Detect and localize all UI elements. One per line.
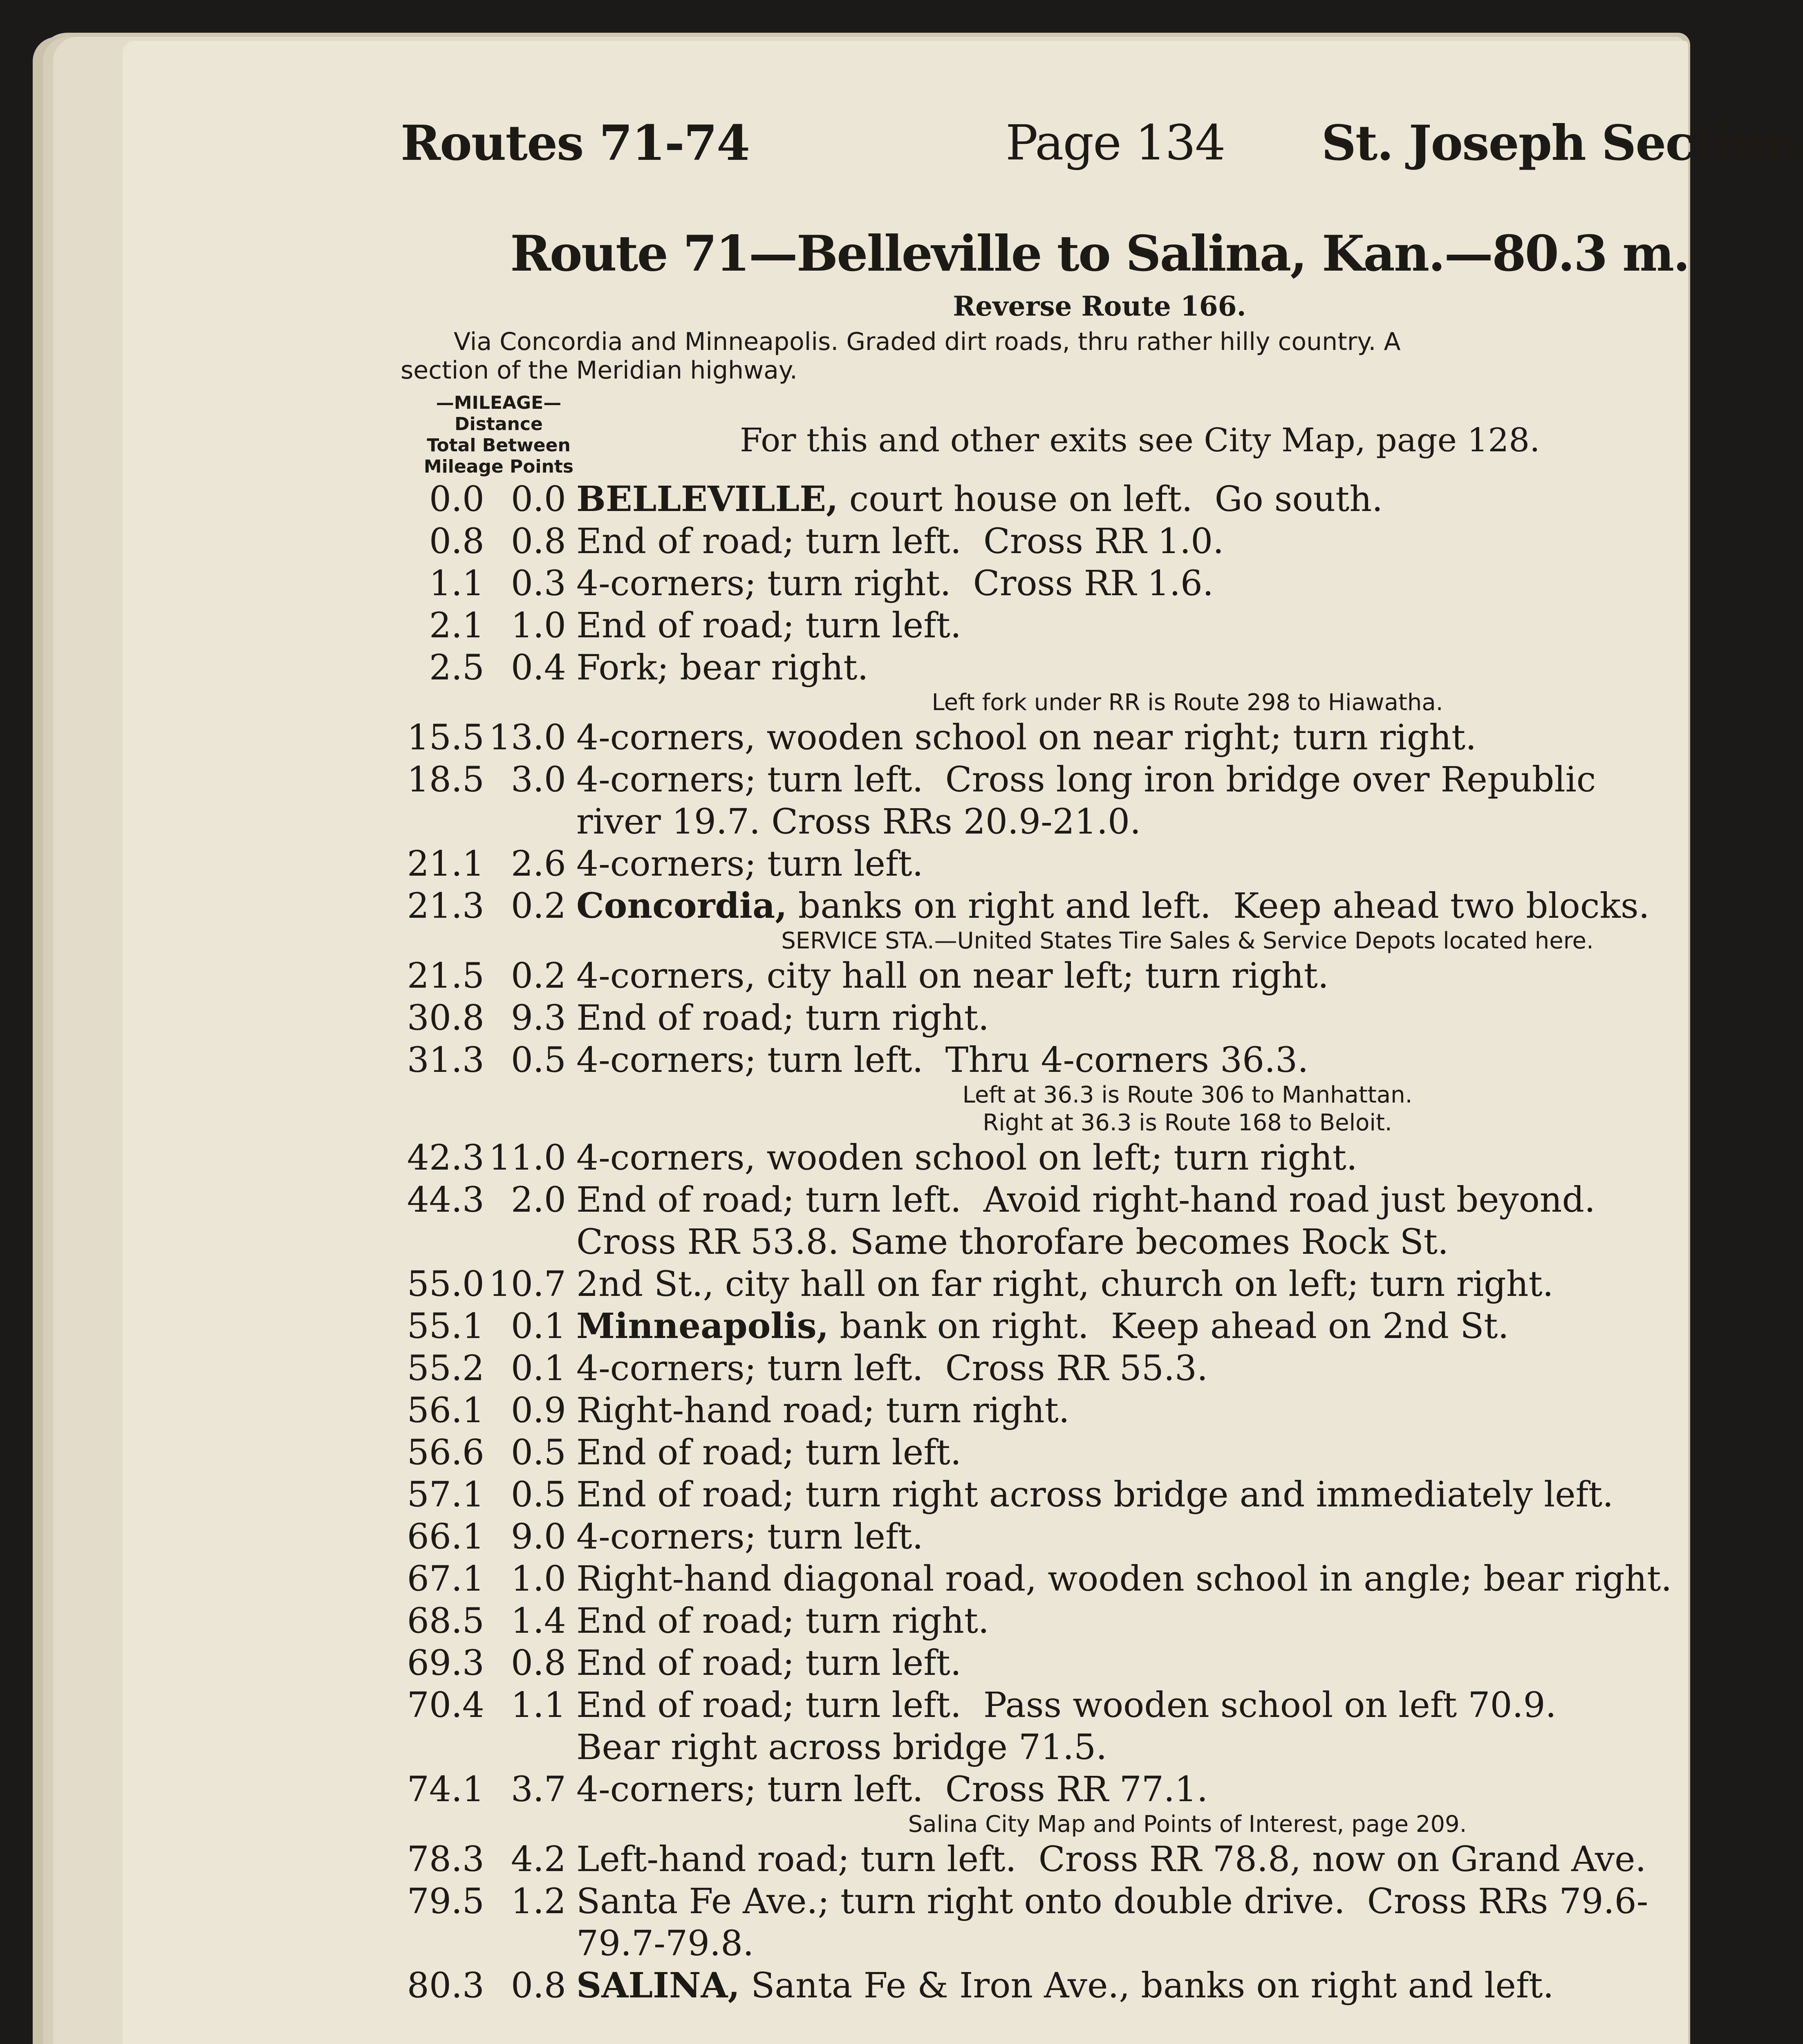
direction-text bbox=[576, 1643, 961, 1683]
direction-text bbox=[576, 760, 1596, 800]
direction-instruction: court house on left. Go south. bbox=[838, 479, 1383, 520]
direction-row bbox=[401, 520, 1799, 563]
direction-row bbox=[401, 1137, 1799, 1179]
direction-row bbox=[401, 563, 1799, 605]
distance-between-points: 3.7 bbox=[511, 1769, 566, 1810]
route71-mileage-header bbox=[401, 392, 597, 477]
total-mileage: 2.1 bbox=[429, 605, 484, 646]
direction-text bbox=[576, 479, 1383, 520]
direction-instruction: End of road; turn left. bbox=[576, 1643, 961, 1683]
direction-row bbox=[401, 1305, 1799, 1347]
total-mileage: 56.1 bbox=[407, 1390, 484, 1431]
total-mileage: 0.0 bbox=[429, 479, 484, 520]
place-name: SALINA, bbox=[576, 1965, 740, 2006]
direction-text bbox=[576, 998, 989, 1038]
direction-instruction: Left-hand road; turn left. Cross RR 78.8, now on Grand Ave. bbox=[576, 1839, 1646, 1880]
distance-between-points: 2.6 bbox=[511, 844, 566, 884]
direction-instruction: 4-corners; turn left. Cross RR 77.1. bbox=[576, 1769, 1208, 1810]
total-mileage: 21.3 bbox=[407, 886, 484, 926]
direction-row bbox=[401, 1642, 1799, 1684]
total-mileage: 78.3 bbox=[407, 1839, 484, 1880]
running-header bbox=[401, 114, 1799, 188]
direction-row bbox=[401, 605, 1799, 647]
direction-text bbox=[576, 1138, 1357, 1178]
distance-between-points: 10.7 bbox=[488, 1264, 566, 1304]
distance-between-points: 1.1 bbox=[511, 1685, 566, 1726]
direction-instruction: Fork; bear right. bbox=[576, 648, 869, 688]
total-mileage: 68.5 bbox=[407, 1601, 484, 1641]
direction-continuation: Bear right across bridge 71.5. bbox=[576, 1727, 1107, 1768]
total-mileage: 57.1 bbox=[407, 1475, 484, 1515]
direction-text bbox=[576, 1306, 1509, 1347]
distance-between-points: 13.0 bbox=[488, 717, 566, 758]
route71-see-map: For this and other exits see City Map, page 128. bbox=[740, 421, 1540, 459]
total-mileage: 80.3 bbox=[407, 1966, 484, 2006]
direction-text bbox=[576, 1040, 1308, 1080]
mileage-mileage-points: Mileage Points bbox=[423, 456, 574, 477]
direction-row bbox=[401, 1965, 1799, 2007]
direction-instruction: 4-corners; turn left. bbox=[576, 1517, 923, 1557]
direction-text bbox=[576, 1966, 1554, 2006]
distance-between-points: 4.2 bbox=[511, 1839, 566, 1880]
total-mileage: 18.5 bbox=[407, 760, 484, 800]
route71-via-line2: section of the Meridian highway. bbox=[401, 356, 797, 385]
place-name: BELLEVILLE, bbox=[576, 479, 838, 520]
total-mileage: 30.8 bbox=[407, 998, 484, 1038]
direction-text bbox=[576, 886, 1650, 926]
direction-row bbox=[401, 1432, 1799, 1474]
total-mileage: 70.4 bbox=[407, 1685, 484, 1726]
direction-row bbox=[401, 1263, 1799, 1305]
direction-text bbox=[576, 1839, 1646, 1880]
direction-row bbox=[401, 1474, 1799, 1516]
page bbox=[123, 41, 1799, 2044]
direction-instruction: Right-hand road; turn right. bbox=[576, 1390, 1070, 1431]
total-mileage: 2.5 bbox=[429, 648, 484, 688]
distance-between-points: 0.5 bbox=[511, 1475, 566, 1515]
direction-instruction: Santa Fe Ave.; turn right onto double drive. Cross RRs 79.6- bbox=[576, 1881, 1648, 1922]
distance-between-points: 1.4 bbox=[511, 1601, 566, 1641]
direction-text bbox=[576, 844, 923, 884]
direction-text bbox=[576, 1390, 1070, 1431]
direction-instruction: End of road; turn left. bbox=[576, 1432, 961, 1473]
distance-between-points: 0.0 bbox=[511, 479, 566, 520]
direction-instruction: End of road; turn left. Cross RR 1.0. bbox=[576, 521, 1224, 562]
total-mileage: 0.8 bbox=[429, 521, 484, 562]
distance-between-points: 0.4 bbox=[511, 648, 566, 688]
direction-instruction: End of road; turn left. bbox=[576, 605, 961, 646]
total-mileage: 67.1 bbox=[407, 1559, 484, 1599]
direction-text bbox=[576, 1517, 923, 1557]
direction-instruction: 4-corners, wooden school on left; turn right. bbox=[576, 1138, 1357, 1178]
total-mileage: 55.1 bbox=[407, 1306, 484, 1347]
route71-directions bbox=[401, 478, 1799, 2007]
header-routes: Routes 71-74 bbox=[401, 114, 750, 171]
direction-row bbox=[401, 1880, 1799, 1923]
direction-instruction: 4-corners; turn left. Cross long iron bridge over Republic bbox=[576, 760, 1596, 800]
total-mileage: 55.2 bbox=[407, 1348, 484, 1389]
direction-row bbox=[401, 1390, 1799, 1432]
route-note: Left at 36.3 is Route 306 to Manhattan. bbox=[962, 1082, 1413, 1108]
direction-row bbox=[401, 759, 1799, 801]
direction-instruction: 4-corners; turn right. Cross RR 1.6. bbox=[576, 563, 1214, 604]
direction-instruction: 4-corners; turn left. bbox=[576, 844, 923, 884]
direction-row bbox=[401, 1179, 1799, 1221]
total-mileage: 21.1 bbox=[407, 844, 484, 884]
direction-instruction: End of road; turn right. bbox=[576, 1601, 989, 1641]
distance-between-points: 2.0 bbox=[511, 1180, 566, 1220]
distance-between-points: 0.5 bbox=[511, 1040, 566, 1080]
total-mileage: 69.3 bbox=[407, 1643, 484, 1683]
direction-instruction: Right-hand diagonal road, wooden school in angle; bear right. bbox=[576, 1559, 1672, 1599]
direction-row bbox=[401, 843, 1799, 885]
total-mileage: 74.1 bbox=[407, 1769, 484, 1810]
distance-between-points: 0.2 bbox=[511, 886, 566, 926]
place-name: Minneapolis, bbox=[576, 1306, 829, 1347]
direction-text bbox=[576, 563, 1214, 604]
direction-row bbox=[401, 1347, 1799, 1390]
direction-row bbox=[401, 717, 1799, 759]
header-page-number: Page 134 bbox=[1006, 114, 1225, 171]
direction-row bbox=[401, 1039, 1799, 1081]
distance-between-points: 0.1 bbox=[511, 1306, 566, 1347]
route71-via-line1: Via Concordia and Minneapolis. Graded dirt roads, thru rather hilly country. A bbox=[454, 327, 1401, 356]
direction-row bbox=[401, 955, 1799, 997]
direction-text bbox=[576, 1685, 1557, 1726]
total-mileage: 21.5 bbox=[407, 956, 484, 996]
distance-between-points: 11.0 bbox=[488, 1138, 566, 1178]
direction-text bbox=[576, 956, 1329, 996]
direction-text bbox=[576, 717, 1476, 758]
distance-between-points: 0.8 bbox=[511, 1643, 566, 1683]
direction-instruction: 2nd St., city hall on far right, church on left; turn right. bbox=[576, 1264, 1554, 1304]
direction-text bbox=[576, 1601, 989, 1641]
direction-text bbox=[576, 521, 1224, 562]
direction-continuation: river 19.7. Cross RRs 20.9-21.0. bbox=[576, 802, 1141, 842]
total-mileage: 42.3 bbox=[407, 1138, 484, 1178]
direction-row bbox=[401, 1768, 1799, 1811]
direction-text bbox=[576, 1475, 1613, 1515]
distance-between-points: 9.3 bbox=[511, 998, 566, 1038]
direction-instruction: End of road; turn right across bridge and immediately left. bbox=[576, 1475, 1614, 1515]
direction-continuation: 79.7-79.8. bbox=[576, 1923, 754, 1964]
total-mileage: 66.1 bbox=[407, 1517, 484, 1557]
direction-instruction: End of road; turn right. bbox=[576, 998, 989, 1038]
route71-reverse: Reverse Route 166. bbox=[953, 290, 1246, 322]
distance-between-points: 0.8 bbox=[511, 1966, 566, 2006]
direction-text bbox=[576, 1559, 1672, 1599]
total-mileage: 55.0 bbox=[407, 1264, 484, 1304]
direction-instruction: 4-corners; turn left. Thru 4-corners 36.3. bbox=[576, 1040, 1309, 1080]
total-mileage: 1.1 bbox=[429, 563, 484, 604]
route-note: SERVICE STA.—United States Tire Sales & Service Depots located here. bbox=[781, 928, 1594, 954]
direction-text bbox=[576, 605, 961, 646]
direction-instruction: 4-corners, wooden school on near right; turn right. bbox=[576, 717, 1477, 758]
distance-between-points: 0.1 bbox=[511, 1348, 566, 1389]
distance-between-points: 0.8 bbox=[511, 521, 566, 562]
direction-row bbox=[401, 1516, 1799, 1558]
total-mileage: 79.5 bbox=[407, 1881, 484, 1922]
route71-title: Route 71—Belleville to Salina, Kan.—80.3 m. bbox=[510, 225, 1689, 282]
direction-instruction: End of road; turn left. Avoid right-hand road just beyond. bbox=[576, 1180, 1595, 1220]
route-note: Right at 36.3 is Route 168 to Beloit. bbox=[983, 1109, 1392, 1136]
direction-text bbox=[576, 1769, 1208, 1810]
direction-continuation: Cross RR 53.8. Same thorofare becomes Rock St. bbox=[576, 1222, 1449, 1262]
direction-text bbox=[576, 1432, 961, 1473]
direction-text bbox=[576, 648, 869, 688]
distance-between-points: 1.0 bbox=[511, 1559, 566, 1599]
direction-instruction: 4-corners; turn left. Cross RR 55.3. bbox=[576, 1348, 1208, 1389]
direction-instruction: End of road; turn left. Pass wooden school on left 70.9. bbox=[576, 1685, 1557, 1726]
distance-between-points: 9.0 bbox=[511, 1517, 566, 1557]
route-note: Salina City Map and Points of Interest, page 209. bbox=[908, 1811, 1467, 1838]
direction-text bbox=[576, 1264, 1554, 1304]
direction-instruction: Santa Fe & Iron Ave., banks on right and left. bbox=[740, 1966, 1554, 2006]
direction-row bbox=[401, 997, 1799, 1039]
direction-instruction: banks on right and left. Keep ahead two blocks. bbox=[787, 886, 1650, 926]
distance-between-points: 0.3 bbox=[511, 563, 566, 604]
total-mileage: 15.5 bbox=[407, 717, 484, 758]
distance-between-points: 0.2 bbox=[511, 956, 566, 996]
direction-row bbox=[401, 478, 1799, 520]
mileage-distance: Distance bbox=[455, 414, 543, 435]
direction-instruction: 4-corners, city hall on near left; turn right. bbox=[576, 956, 1329, 996]
mileage-label: —MILEAGE— bbox=[436, 392, 562, 413]
direction-row bbox=[401, 1558, 1799, 1600]
total-mileage: 44.3 bbox=[407, 1180, 484, 1220]
direction-row bbox=[401, 1684, 1799, 1726]
direction-instruction: bank on right. Keep ahead on 2nd St. bbox=[829, 1306, 1509, 1347]
direction-row bbox=[401, 1838, 1799, 1880]
distance-between-points: 0.5 bbox=[511, 1432, 566, 1473]
direction-text bbox=[576, 1180, 1595, 1220]
distance-between-points: 0.9 bbox=[511, 1390, 566, 1431]
direction-text bbox=[576, 1881, 1648, 1922]
direction-row bbox=[401, 1600, 1799, 1642]
total-mileage: 31.3 bbox=[407, 1040, 484, 1080]
direction-text bbox=[576, 1348, 1208, 1389]
direction-row bbox=[401, 885, 1799, 927]
route-note: Left fork under RR is Route 298 to Hiawatha. bbox=[932, 689, 1443, 716]
distance-between-points: 1.0 bbox=[511, 605, 566, 646]
direction-row bbox=[401, 647, 1799, 689]
mileage-total-between: Total Between bbox=[427, 435, 571, 456]
header-section: St. Joseph Section bbox=[1321, 114, 1799, 171]
place-name: Concordia, bbox=[576, 885, 787, 926]
total-mileage: 56.6 bbox=[407, 1432, 484, 1473]
distance-between-points: 1.2 bbox=[511, 1881, 566, 1922]
distance-between-points: 3.0 bbox=[511, 760, 566, 800]
